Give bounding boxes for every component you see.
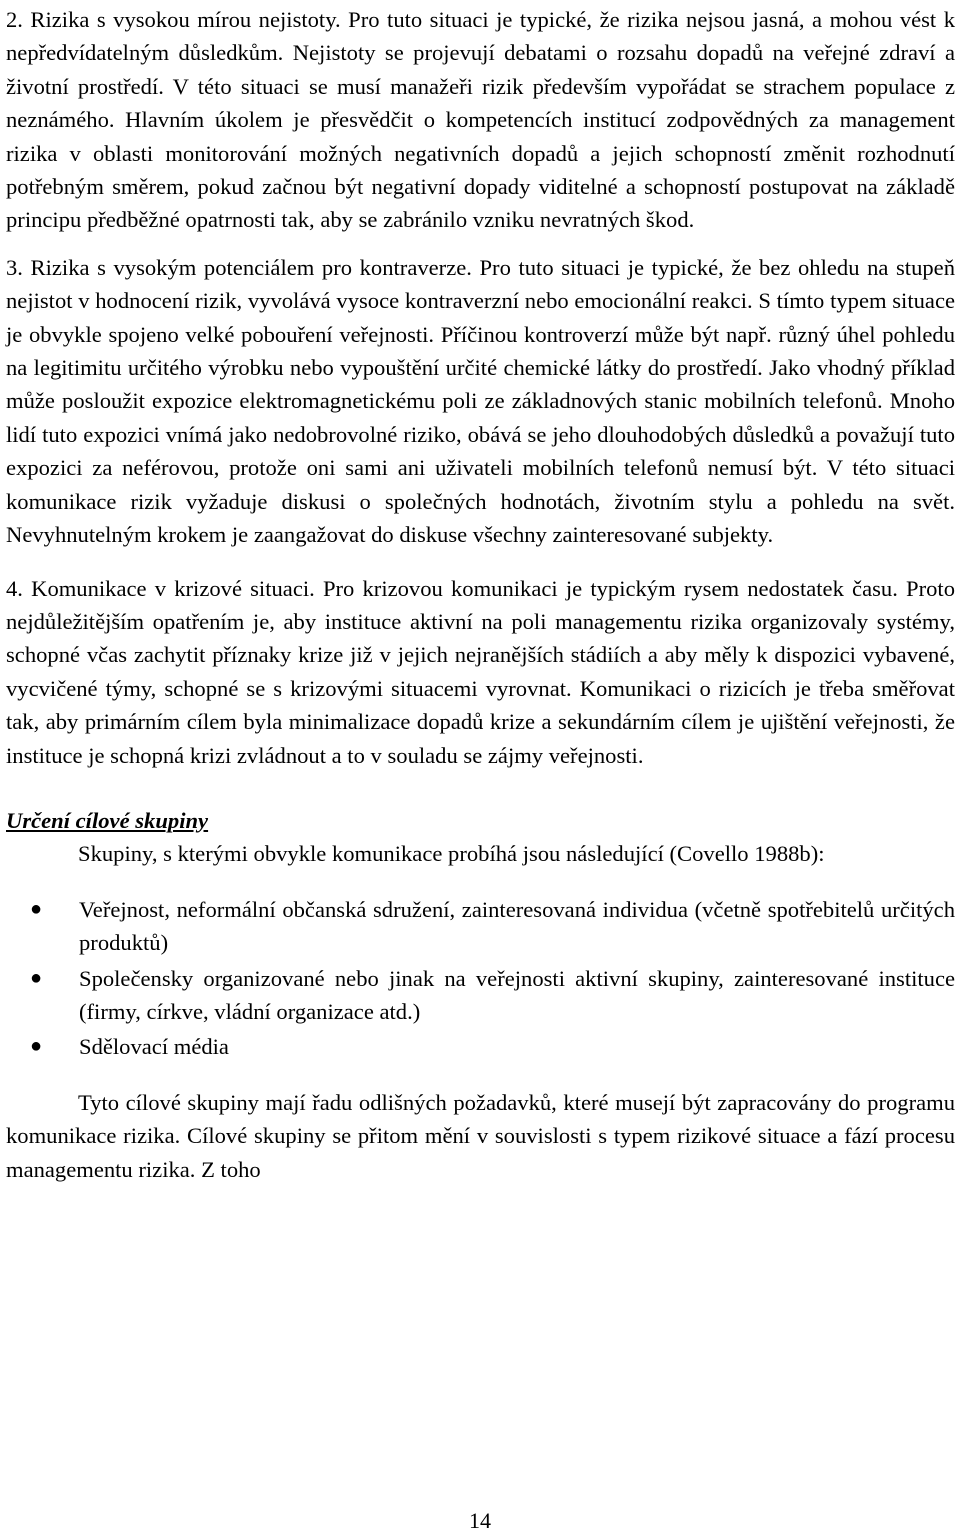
paragraph-crisis-communication: 4. Komunikace v krizové situaci. Pro krizovou komunikaci je typickým rysem nedostatek času. Proto nejdůležitějším opatřením je, aby instituce aktivní na poli managementu rizika organizovaly systémy, schopné včas zachytit příznaky krize již v jejich nejranějších stádiích a aby měly k dispozici vybavené, vycvičené týmy, schopné se s krizovými situacemi vyrovnat. Komunikaci o rizicích je třeba směřovat tak, aby primárním cílem byla minimalizace dopadů krize a sekundárním cílem je ujištění veřejnosti, že instituce je schopná krizi zvládnout a to v souladu se zájmy veřejnosti. [6,575,955,768]
section-heading: Určení cílové skupiny [6,807,209,833]
paragraph-risk-uncertainty: 2. Rizika s vysokou mírou nejistoty. Pro tuto situaci je typické, že rizika nejsou jasná, a mohou vést k nepředvídatelným důsledkům. Nejistoty se projevují debatami o rozsahu dopadů na veřejné zdraví a životní prostředí. V této situaci se musí manažeři rizik především vypořádat se strachem populace z neznámého. Hlavním úkolem je přesvědčit o kompetencích institucí zodpovědných za management rizika v oblasti monitorování možných negativních dopadů a jejich schopností změnit rozhodnutí potřebným směrem, pokud začnou být negativní dopady viditelné a schopností postupovat na základě principu předběžné opatrnosti tak, aby se zabránilo vzniku nevratných škod. [6,7,955,233]
document-page [6,0,955,1186]
target-group-list [6,893,955,1064]
list-item-text: Sdělovací média [79,1034,229,1060]
bullet-icon: ● [30,966,43,989]
closing-paragraph: Tyto cílové skupiny mají řadu odlišných požadavků, které musejí být zapracovány do programu komunikace rizika. Cílové skupiny se přitom mění v souvislosti s typem rizikové situace a fází procesu managementu rizika. Z toho [6,1089,955,1182]
bullet-icon: ● [30,897,43,920]
list-item [6,962,955,1029]
page-number: 14 [469,1508,491,1533]
list-item-text: Veřejnost, neformální občanská sdružení, zainteresovaná individua (včetně spotřebitelů určitých produktů) [79,896,955,956]
list-item-text: Společensky organizované nebo jinak na veřejnosti aktivní skupiny, zainteresované instituce (firmy, církve, vládní organizace atd.) [79,965,955,1024]
bullet-icon: ● [30,1035,43,1058]
paragraph-risk-controversy: 3. Rizika s vysokým potenciálem pro kontraverze. Pro tuto situaci je typické, že bez ohledu na stupeň nejistot v hodnocení rizik, vyvolává vysoce kontraverzní nebo emocionální reakci. S tímto typem situace je obvykle spojeno velké pobouření veřejnosti. Příčinou kontroverzí může být např. různý úhel pohledu na legitimitu určitého výrobku nebo vypouštění určité chemické látky do prostředí. Jako vhodný příklad může posloužit expozice elektromagnetickému poli ze základnových stanic mobilních telefonů. Mnoho lidí tuto expozici vnímá jako nedobrovolné riziko, obává se jeho dlouhodobých důsledků a považují tuto expozici za neférovou, protože oni sami ani uživateli mobilních telefonů nemusí být. V této situaci komunikace rizik vyžaduje diskusi o společných hodnotách, životním stylu a pohledu na svět. Nevyhnutelným krokem je zaangažovat do diskuse všechny zainteresované subjekty. [6,254,955,548]
section-intro: Skupiny, s kterými obvykle komunikace probíhá jsou následující (Covello 1988b): [78,841,825,867]
list-item [6,1030,955,1063]
list-item [6,893,955,960]
